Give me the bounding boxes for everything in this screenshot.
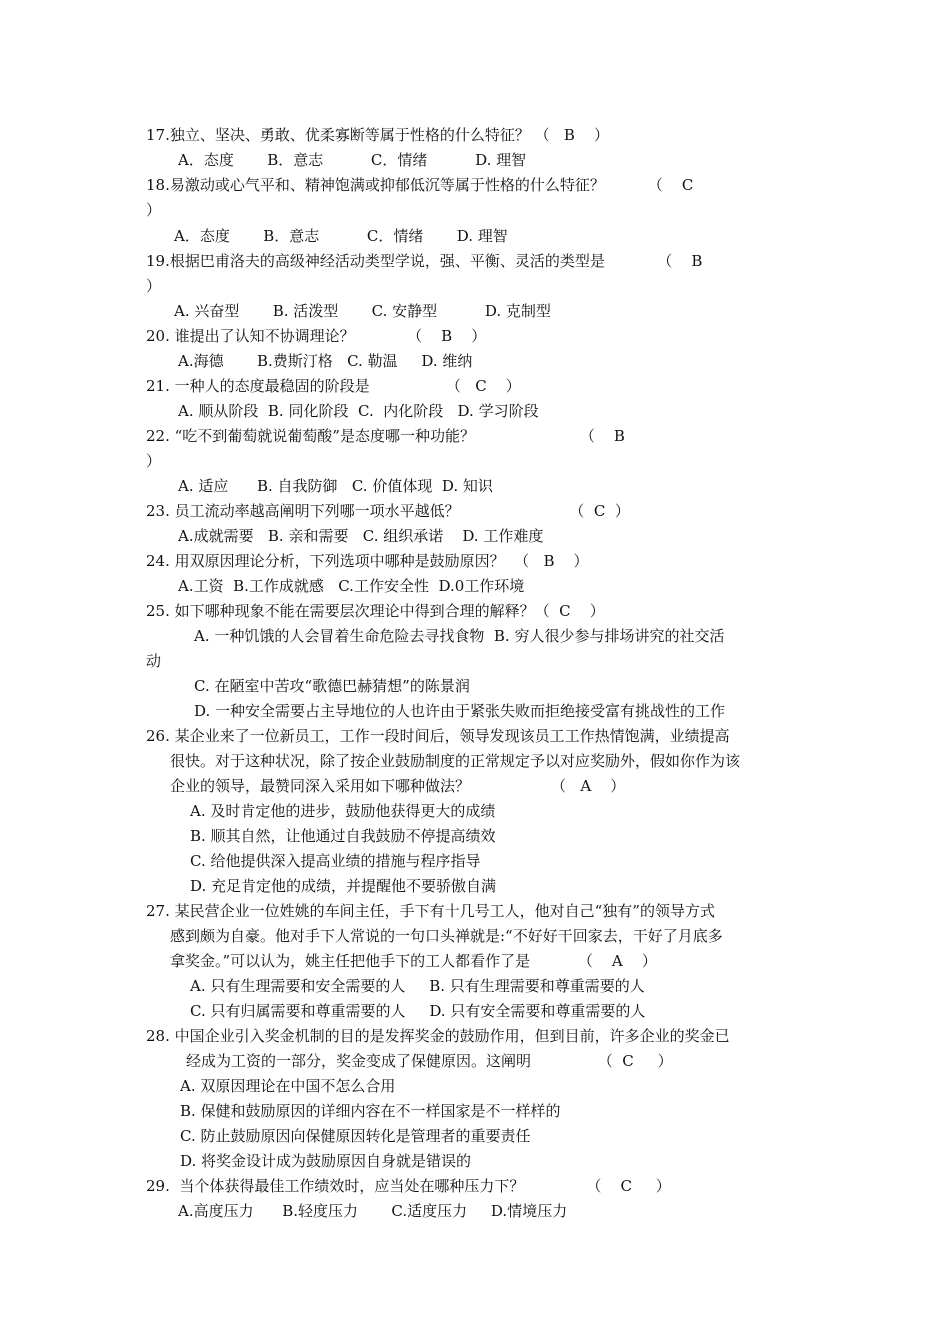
text-line: 20. 谁提出了认知不协调理论？ （ B ） bbox=[146, 327, 487, 345]
text-line: A. 双原因理论在中国不怎么合用 bbox=[180, 1077, 396, 1095]
text-line: C. 防止鼓励原因向保健原因转化是管理者的重要责任 bbox=[180, 1127, 531, 1145]
text-line: 22. “吃不到葡萄就说葡萄酸”是态度哪一种功能？ （ B bbox=[146, 427, 625, 445]
text-line: 很快。对于这种状况，除了按企业鼓励制度的正常规定予以对应奖励外，假如你作为该 bbox=[170, 752, 741, 770]
text-line: 企业的领导，最赞同深入采用如下哪种做法？ （ A ） bbox=[170, 777, 626, 795]
text-line: 28. 中国企业引入奖金机制的目的是发挥奖金的鼓励作用，但到目前，许多企业的奖金已 bbox=[146, 1027, 730, 1045]
text-line: B. 保健和鼓励原因的详细内容在不一样国家是不一样样的 bbox=[180, 1102, 561, 1120]
text-line: ） bbox=[146, 452, 162, 470]
text-line: 19.根据巴甫洛夫的高级神经活动类型学说，强、平衡、灵活的类型是 （ B bbox=[146, 252, 703, 270]
text-line: C. 只有归属需要和尊重需要的人 D. 只有安全需要和尊重需要的人 bbox=[190, 1002, 646, 1020]
text-line: 27. 某民营企业一位姓姚的车间主任，手下有十几号工人，他对自己“独有”的领导方式 bbox=[146, 902, 715, 920]
text-line: A．态度 B．意志 C．情绪 D. 理智 bbox=[174, 227, 508, 245]
text-line: A.高度压力 B.轻度压力 C.适度压力 D.情境压力 bbox=[178, 1202, 568, 1220]
text-line: 17.独立、坚决、勇敢、优柔寡断等属于性格的什么特征？ （ B ） bbox=[146, 126, 610, 144]
text-line: 24. 用双原因理论分析，下列选项中哪种是鼓励原因？ （ B ） bbox=[146, 552, 589, 570]
text-line: ） bbox=[146, 201, 162, 219]
text-line: 动 bbox=[146, 652, 162, 670]
text-line: A. 一种饥饿的人会冒着生命危险去寻找食物 B. 穷人很少参与排场讲究的社交活 bbox=[194, 627, 725, 645]
text-line: B. 顺其自然，让他通过自我鼓励不停提高绩效 bbox=[190, 827, 496, 845]
text-line: D. 充足肯定他的成绩，并提醒他不要骄傲自满 bbox=[190, 877, 497, 895]
text-line: A.工资 B.工作成就感 C.工作安全性 D.0工作环境 bbox=[178, 577, 525, 595]
text-line: A. 只有生理需要和安全需要的人 B. 只有生理需要和尊重需要的人 bbox=[190, 977, 645, 995]
text-line: 感到颇为自豪。他对手下人常说的一句口头禅就是:“不好好干回家去，干好了月底多 bbox=[170, 927, 723, 945]
text-line: ） bbox=[146, 277, 162, 295]
text-line: 18.易激动或心气平和、精神饱满或抑郁低沉等属于性格的什么特征？ （ C bbox=[146, 176, 694, 194]
text-line: D. 一种安全需要占主导地位的人也许由于紧张失败而拒绝接受富有挑战性的工作 bbox=[194, 702, 726, 720]
text-line: 26. 某企业来了一位新员工，工作一段时间后，领导发现该员工工作热情饱满，业绩提高 bbox=[146, 727, 730, 745]
text-line: C. 在陋室中苦攻“歌德巴赫猜想”的陈景润 bbox=[194, 677, 470, 695]
text-line: 21. 一种人的态度最稳固的阶段是 （ C ） bbox=[146, 377, 521, 395]
text-line: A. 及时肯定他的进步，鼓励他获得更大的成绩 bbox=[190, 802, 496, 820]
text-line: 拿奖金。”可以认为，姚主任把他手下的工人都看作了是 （ A ） bbox=[170, 952, 657, 970]
text-line: 23. 员工流动率越高阐明下列哪一项水平越低？ （ C ） bbox=[146, 502, 630, 520]
text-line: A.海德 B.费斯汀格 C. 勒温 D. 维纳 bbox=[178, 352, 473, 370]
text-line: C. 给他提供深入提高业绩的措施与程序指导 bbox=[190, 852, 481, 870]
text-line: A.成就需要 B. 亲和需要 C. 组织承诺 D. 工作难度 bbox=[178, 527, 544, 545]
text-line: 25. 如下哪种现象不能在需要层次理论中得到合理的解释？（ C ） bbox=[146, 602, 605, 620]
text-line: D. 将奖金设计成为鼓励原因自身就是错误的 bbox=[180, 1152, 472, 1170]
text-line: A. 适应 B. 自我防御 C. 价值体现 D. 知识 bbox=[178, 477, 493, 495]
text-line: A．态度 B．意志 C．情绪 D. 理智 bbox=[178, 151, 527, 169]
text-line: 经成为工资的一部分，奖金变成了保健原因。这阐明 （ C ） bbox=[186, 1052, 673, 1070]
text-line: A. 兴奋型 B. 活泼型 C. 安静型 D. 克制型 bbox=[174, 302, 551, 320]
text-line: 29. 当个体获得最佳工作绩效时，应当处在哪种压力下？ （ C ） bbox=[146, 1177, 671, 1195]
text-line: A. 顺从阶段 B. 同化阶段 C. 内化阶段 D. 学习阶段 bbox=[178, 402, 539, 420]
